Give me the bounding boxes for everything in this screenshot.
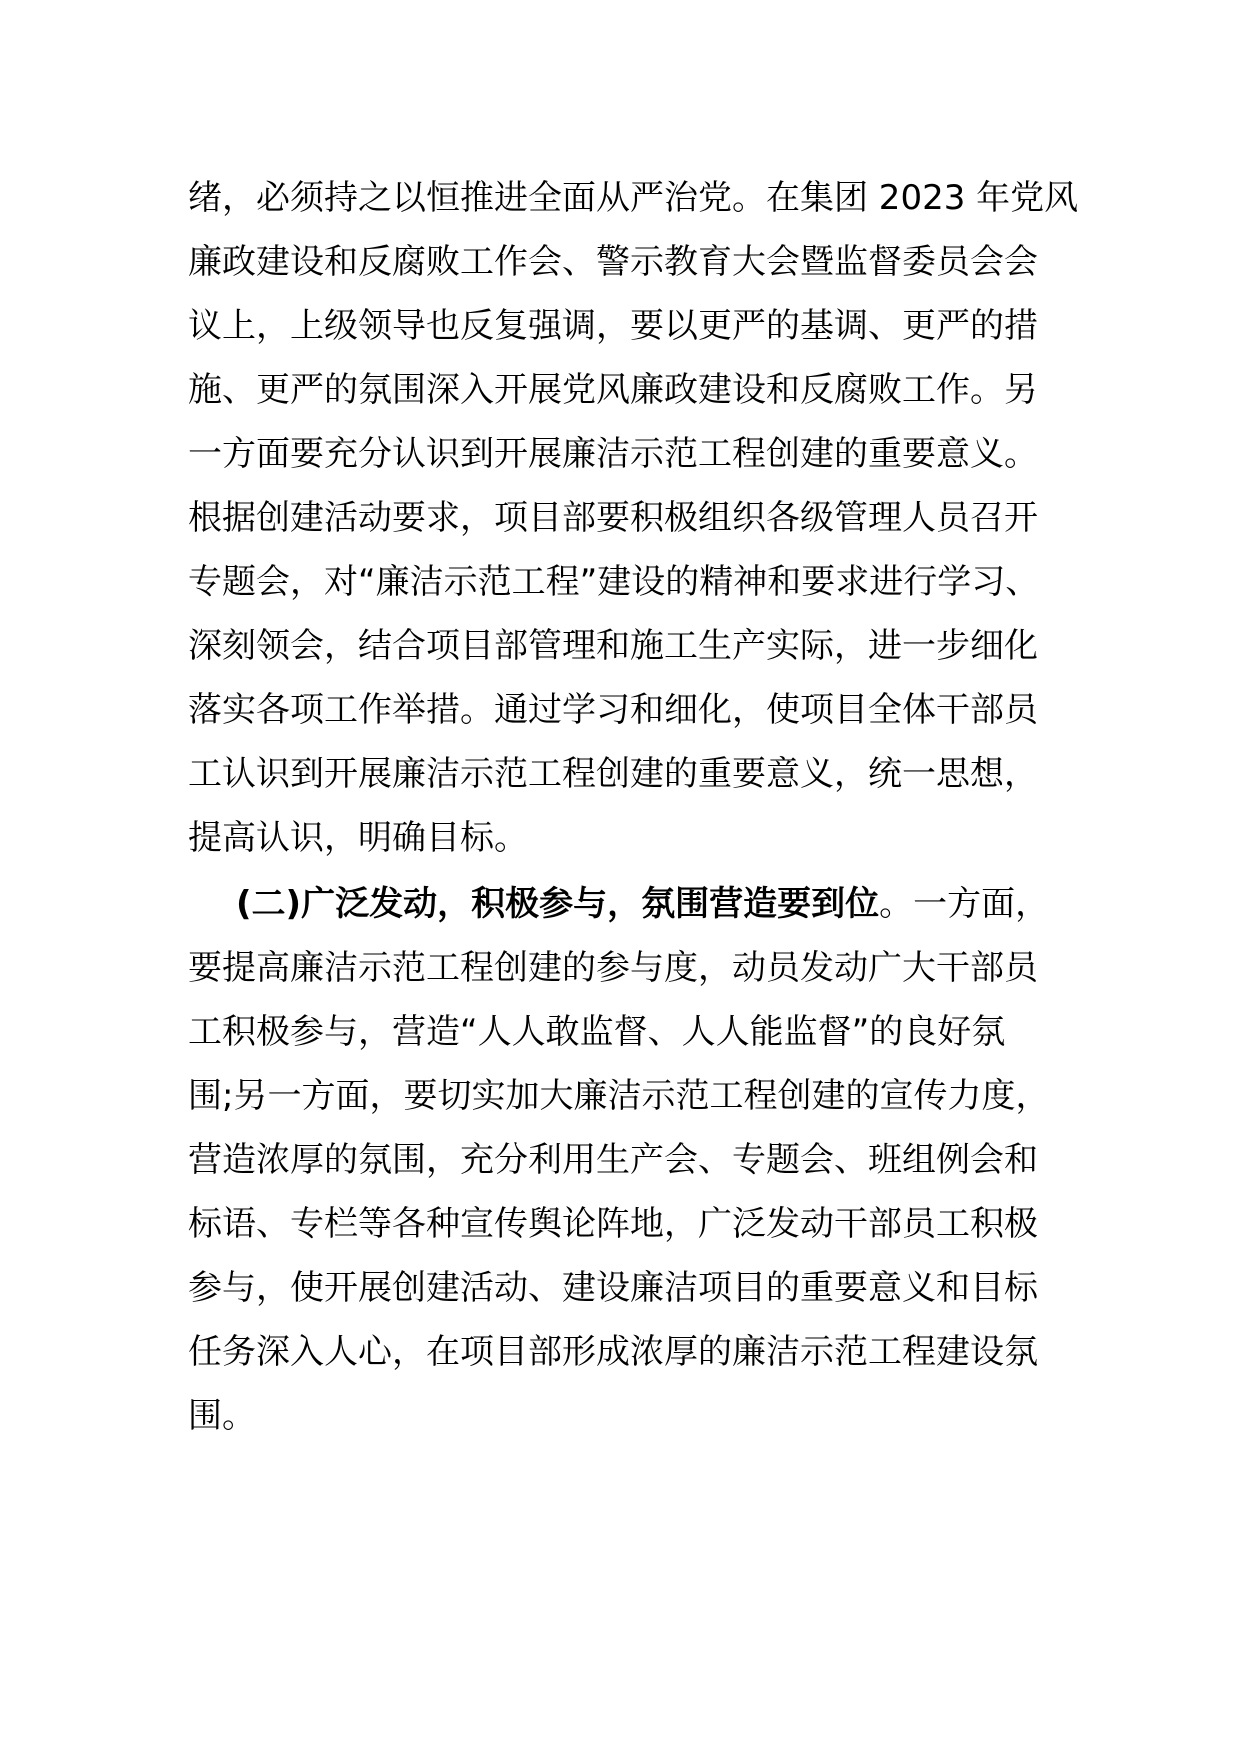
text-line: 深刻领会，结合项目部管理和施工生产实际，进一步细化	[188, 626, 1038, 666]
text-line: 落实各项工作举措。通过学习和细化，使项目全体干部员	[188, 690, 1038, 730]
text-line: 议上，上级领导也反复强调，要以更严的基调、更严的措	[188, 306, 1038, 346]
text-line: 工积极参与，营造“人人敢监督、人人能监督”的良好氛	[188, 1012, 1006, 1052]
text-line: 参与，使开展创建活动、建设廉洁项目的重要意义和目标	[188, 1268, 1038, 1308]
text-line: 要提高廉洁示范工程创建的参与度，动员发动广大干部员	[188, 948, 1038, 988]
text-line: 一方面要充分认识到开展廉洁示范工程创建的重要意义。	[188, 434, 1038, 474]
text-line: 廉政建设和反腐败工作会、警示教育大会暨监督委员会会	[188, 242, 1038, 282]
text-line: 绪，必须持之以恒推进全面从严治党。在集团 2023 年党风	[188, 178, 1079, 218]
text-line: 工认识到开展廉洁示范工程创建的重要意义，统一思想，	[188, 754, 1038, 794]
text-line: 营造浓厚的氛围，充分利用生产会、专题会、班组例会和	[188, 1140, 1038, 1180]
section-heading-line	[236, 884, 1049, 924]
text-line: 施、更严的氛围深入开展党风廉政建设和反腐败工作。另	[188, 370, 1038, 410]
text-line: 提高认识，明确目标。	[188, 818, 528, 858]
text-line: 标语、专栏等各种宣传舆论阵地，广泛发动干部员工积极	[188, 1204, 1038, 1244]
text-line: 专题会，对“廉洁示范工程”建设的精神和要求进行学习、	[188, 562, 1040, 602]
section-heading: (二)广泛发动，积极参与，氛围营造要到位	[236, 884, 880, 924]
text-line: 任务深入人心，在项目部形成浓厚的廉洁示范工程建设氛	[188, 1332, 1038, 1372]
section-heading-continuation: 。一方面，	[879, 884, 1050, 924]
text-line: 围;另一方面，要切实加大廉洁示范工程创建的宣传力度，	[188, 1076, 1050, 1116]
text-line: 根据创建活动要求，项目部要积极组织各级管理人员召开	[188, 498, 1038, 538]
text-line: 围。	[188, 1396, 256, 1436]
